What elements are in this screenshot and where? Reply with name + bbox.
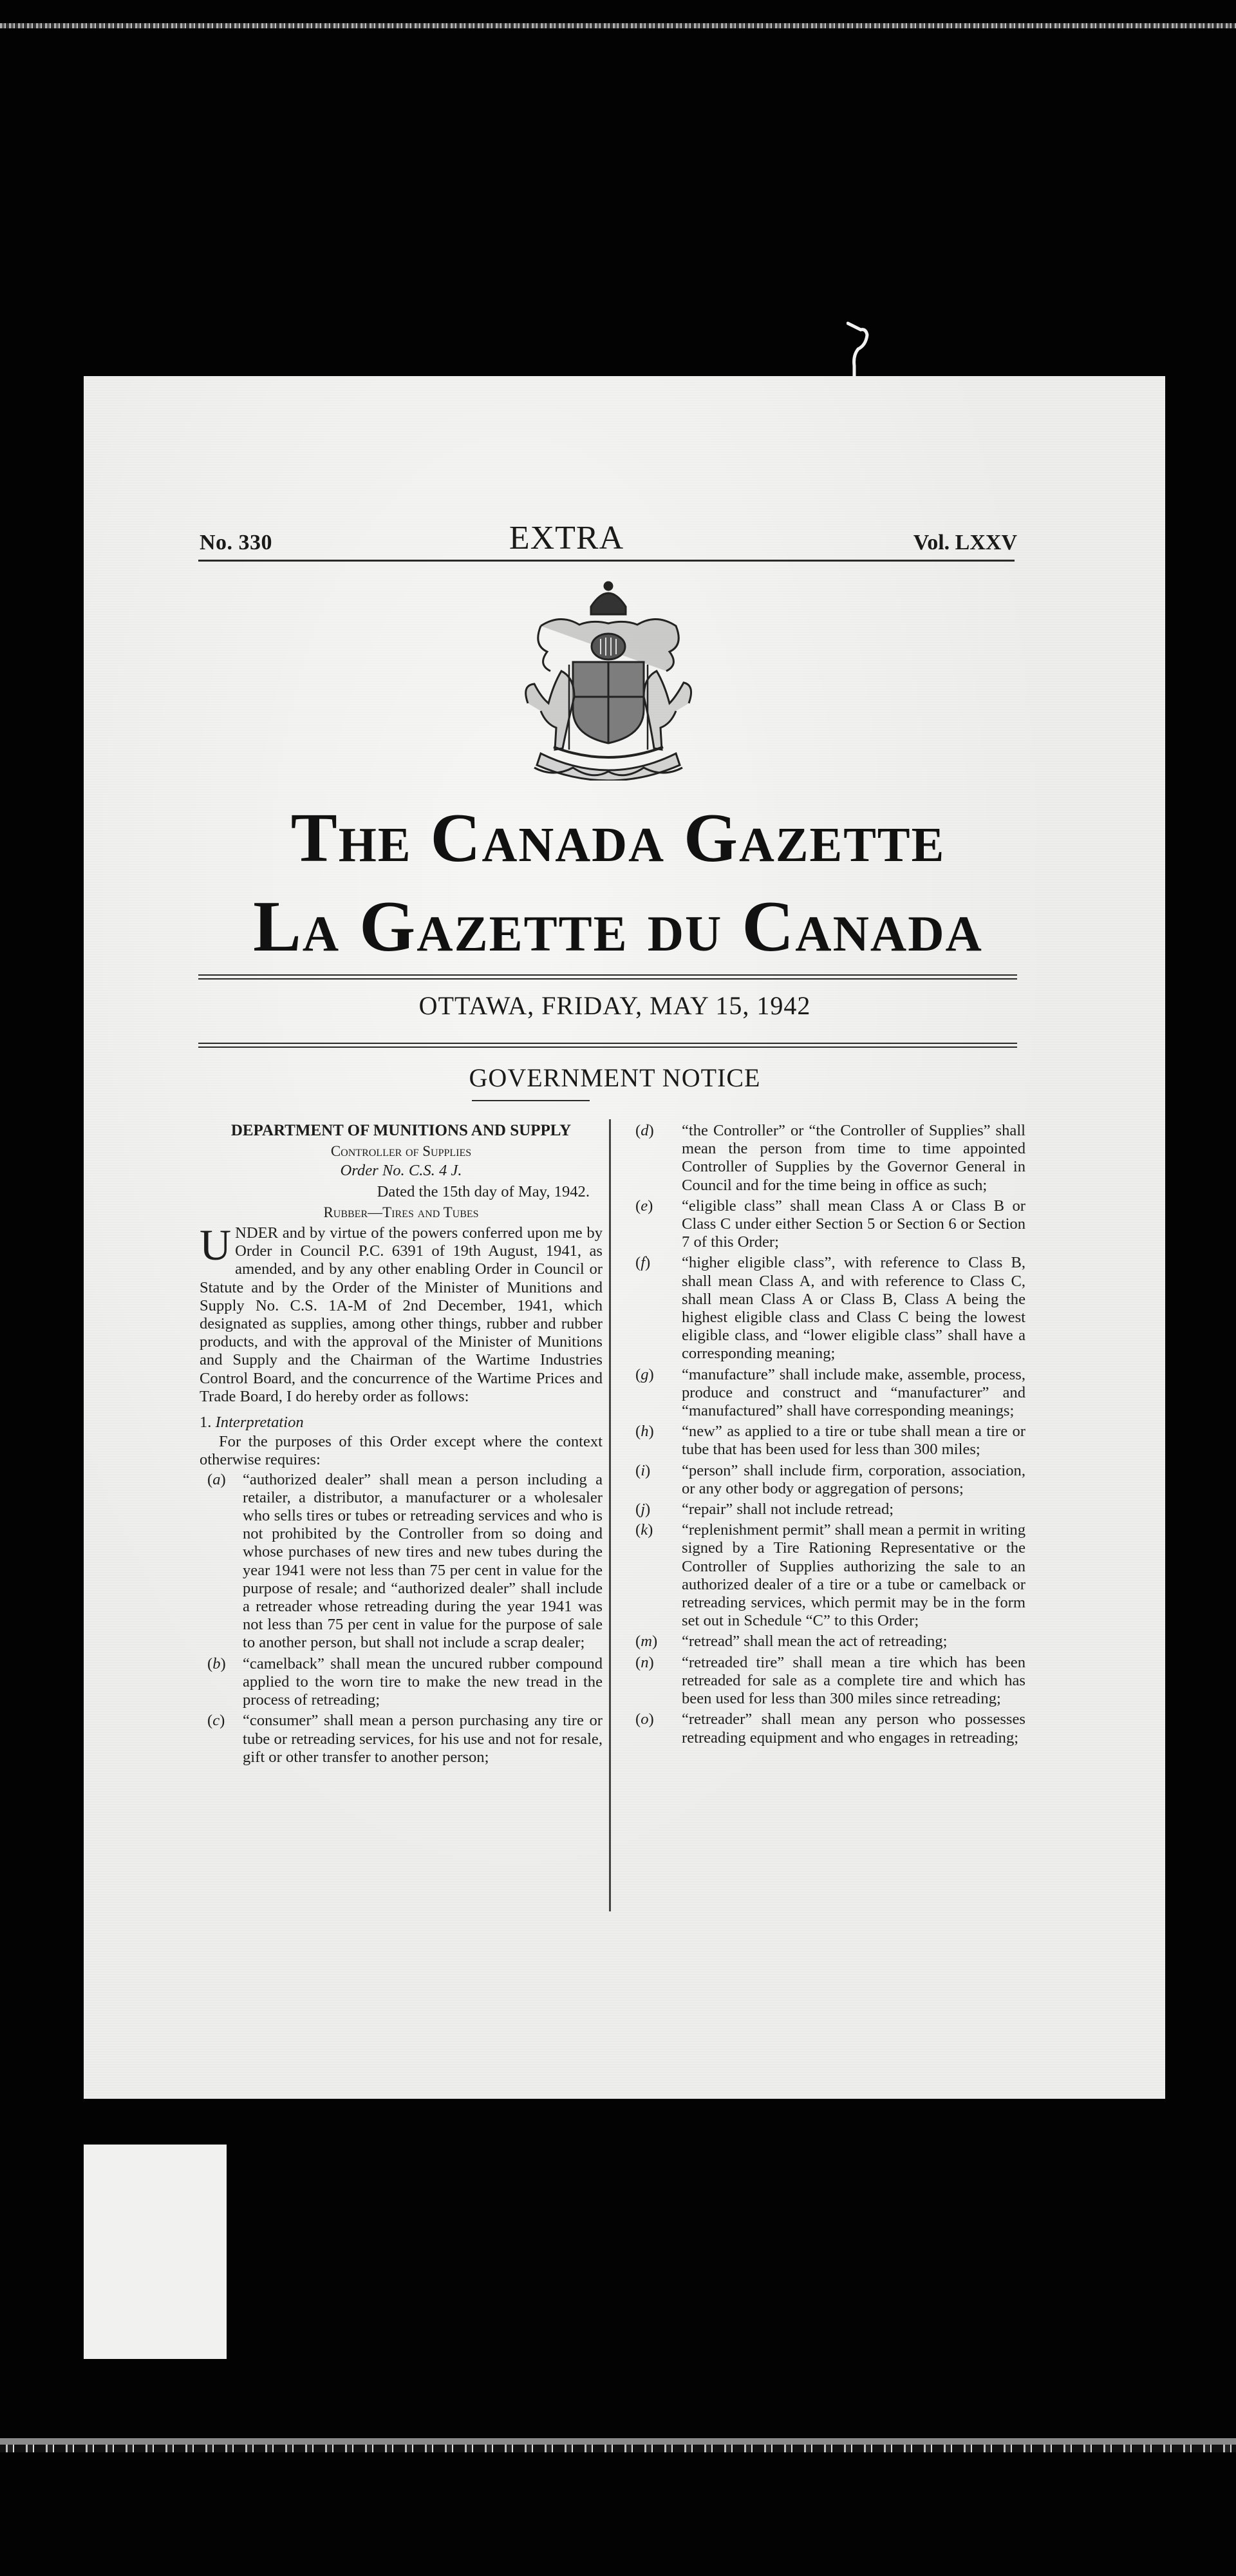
column-left xyxy=(200,1122,603,1769)
definition-item xyxy=(200,1471,603,1653)
order-number: Order No. C.S. 4 J. xyxy=(340,1162,462,1180)
edition-label: EXTRA xyxy=(509,520,624,556)
definition-letter: g xyxy=(641,1365,649,1383)
definition-label: (n) xyxy=(635,1653,654,1671)
definition-label: (g) xyxy=(635,1365,654,1383)
definition-item xyxy=(634,1197,1025,1252)
definition-label: (k) xyxy=(635,1521,653,1539)
dateline: OTTAWA, FRIDAY, MAY 15, 1942 xyxy=(418,991,811,1020)
definition-text: “camelback” shall mean the uncured rubber compound applied to the worn tire to make the new tread in the process of retreading; xyxy=(243,1654,603,1709)
double-rule-bottom-a xyxy=(198,1043,1017,1044)
definition-label: (a) xyxy=(207,1470,226,1488)
definition-letter: n xyxy=(641,1653,649,1671)
definition-letter: k xyxy=(641,1521,648,1539)
definition-text: “eligible class” shall mean Class A or Class B or Class C under either Section 5 or Section 6 or Section 7 of this Order; xyxy=(682,1197,1025,1251)
definition-letter: d xyxy=(641,1122,649,1139)
microfilm-sprockets xyxy=(0,2445,1236,2452)
issue-header xyxy=(116,519,1017,564)
definition-text: “retreader” shall mean any person who possesses retreading equipment and who engages in retreading; xyxy=(682,1710,1025,1747)
masthead-title-en: The Canada Gazette xyxy=(290,800,946,876)
definition-item xyxy=(634,1501,1025,1519)
preamble: UNDER and by virtue of the powers conferred upon me by Order in Council P.C. 6391 of 19th August, 1941, as amended, and by any other enabling Order in Council or Statute and by the Order of the Minister of Munitions and Supply No. C.S. 1A-M of 2nd December, 1941, which designated as supplies, among other things, rubber and rubber products, and with the approval of the Minister of Munitions and Supply and the Chairman of the Wartime Industries Control Board, and the concurrence of the Wartime Prices and Trade Board, I do hereby order as follows: xyxy=(200,1220,603,1405)
definition-item xyxy=(634,1462,1025,1498)
microfilm-edge-bottom xyxy=(0,2438,1236,2445)
definition-label: (m) xyxy=(635,1633,658,1651)
definition-text: “manufacture” shall include make, assemble, process, produce and construct and “manufacturer” and “manufactured” shall have corresponding meanings; xyxy=(682,1365,1025,1420)
issue-number: No. 330 xyxy=(200,531,273,554)
definition-text: “replenishment permit” shall mean a permit in writing signed by a Tire Rationing Representative or the Controller of Supplies authorizing the sale to an authorized dealer of a tire or a tube or camelback or retreading services, which permit may be in the form set out in Schedule “C” to this Order; xyxy=(682,1521,1025,1630)
double-rule-top-a xyxy=(198,974,1017,976)
definition-label: (o) xyxy=(635,1710,654,1728)
definition-item xyxy=(634,1521,1025,1630)
definition-item xyxy=(634,1122,1025,1195)
definition-text: “new” as applied to a tire or tube shall mean a tire or tube that has been used for less than 300 miles; xyxy=(682,1423,1025,1459)
definition-letter: c xyxy=(212,1712,220,1730)
dust-fiber xyxy=(847,316,885,377)
definition-label: (i) xyxy=(635,1461,651,1479)
definition-text: “repair” shall not include retread; xyxy=(682,1501,894,1519)
definition-label: (h) xyxy=(635,1423,654,1441)
definition-letter: o xyxy=(641,1710,649,1728)
definition-item xyxy=(634,1366,1025,1421)
column-divider xyxy=(609,1119,611,1911)
definition-letter: b xyxy=(212,1654,221,1672)
double-rule-top-b xyxy=(198,978,1017,980)
definition-text: “consumer” shall mean a person purchasing any tire or tube or retreading services, for his use and not for resale, gift or other transfer to another person; xyxy=(243,1712,603,1766)
definition-item xyxy=(634,1710,1025,1747)
order-subject: Rubber—Tires and Tubes xyxy=(323,1204,479,1220)
section-title: GOVERNMENT NOTICE xyxy=(469,1063,761,1092)
definition-text: “retread” shall mean the act of retreading; xyxy=(682,1633,948,1651)
definition-item xyxy=(200,1655,603,1710)
definition-item xyxy=(634,1654,1025,1709)
definition-item xyxy=(634,1633,1025,1651)
section-number: 1. xyxy=(200,1414,212,1432)
definition-letter: f xyxy=(641,1254,646,1272)
volume-number: Vol. LXXV xyxy=(913,531,1017,554)
section-intro: For the purposes of this Order except where the context otherwise requires: xyxy=(200,1433,603,1469)
coat-of-arms-icon xyxy=(515,574,702,781)
section-title-interpretation: Interpretation xyxy=(215,1414,304,1432)
double-rule-bottom-b xyxy=(198,1046,1017,1048)
definition-text: “person” shall include firm, corporation, association, or any other body or aggregation of persons; xyxy=(682,1461,1025,1497)
definition-letter: a xyxy=(212,1470,221,1488)
section-heading xyxy=(200,1414,603,1432)
order-date: Dated the 15th day of May, 1942. xyxy=(377,1182,590,1200)
definition-text: “higher eligible class”, with reference to Class B, shall mean Class A, and with reference to Class C, shall mean Class A or Class B, Class A being the highest eligible class and Class C being the lowest eligible class, and “lower eligible class” shall have a corresponding meaning; xyxy=(682,1254,1025,1363)
definition-label: (e) xyxy=(635,1197,653,1215)
definition-text: “authorized dealer” shall mean a person including a retailer, a distributor, a manufacturer or a wholesaler who sells tires or tubes or retreading services and who is not prohibited by the Controller from so doing and whose purchases of new tires and new tubes during the year 1941 were not less than 75 per cent in value for the purpose of resale; and “authorized dealer” shall include a retreader whose retreading during the year 1941 was not less than 75 per cent in value for the purpose of sale to another person, but shall not include a scrap dealer; xyxy=(243,1470,603,1652)
department-heading: DEPARTMENT OF MUNITIONS AND SUPPLY xyxy=(230,1122,572,1139)
definition-letter: h xyxy=(641,1423,649,1441)
section-title-underline xyxy=(472,1100,590,1101)
column-right xyxy=(634,1122,1025,1750)
definition-label: (b) xyxy=(207,1654,226,1672)
definition-letter: i xyxy=(641,1461,646,1479)
definition-letter: e xyxy=(641,1197,648,1215)
definition-item xyxy=(200,1712,603,1766)
definition-item xyxy=(634,1254,1025,1363)
definition-text: “retreaded tire” shall mean a tire which has been retreaded for sale as a complete tire and which has been used for less than 300 miles since retreading; xyxy=(682,1653,1025,1708)
definition-item xyxy=(634,1423,1025,1459)
definition-letter: j xyxy=(641,1501,646,1519)
masthead-title-fr: La Gazette du Canada xyxy=(253,887,983,967)
microfilm-edge-top xyxy=(0,23,1236,28)
definition-label: (c) xyxy=(207,1712,225,1730)
definition-letter: m xyxy=(641,1633,652,1651)
office-heading: Controller of Supplies xyxy=(330,1143,472,1160)
definition-label: (f) xyxy=(635,1254,651,1272)
header-rule xyxy=(198,560,1015,562)
definition-label: (d) xyxy=(635,1122,654,1139)
definition-text: “the Controller” or “the Controller of Supplies” shall mean the person from time to time appointed Controller of Supplies by the Governor General in Council and for the time being in office as such; xyxy=(682,1122,1025,1194)
blank-slip xyxy=(84,2145,227,2359)
definition-label: (j) xyxy=(635,1501,651,1519)
